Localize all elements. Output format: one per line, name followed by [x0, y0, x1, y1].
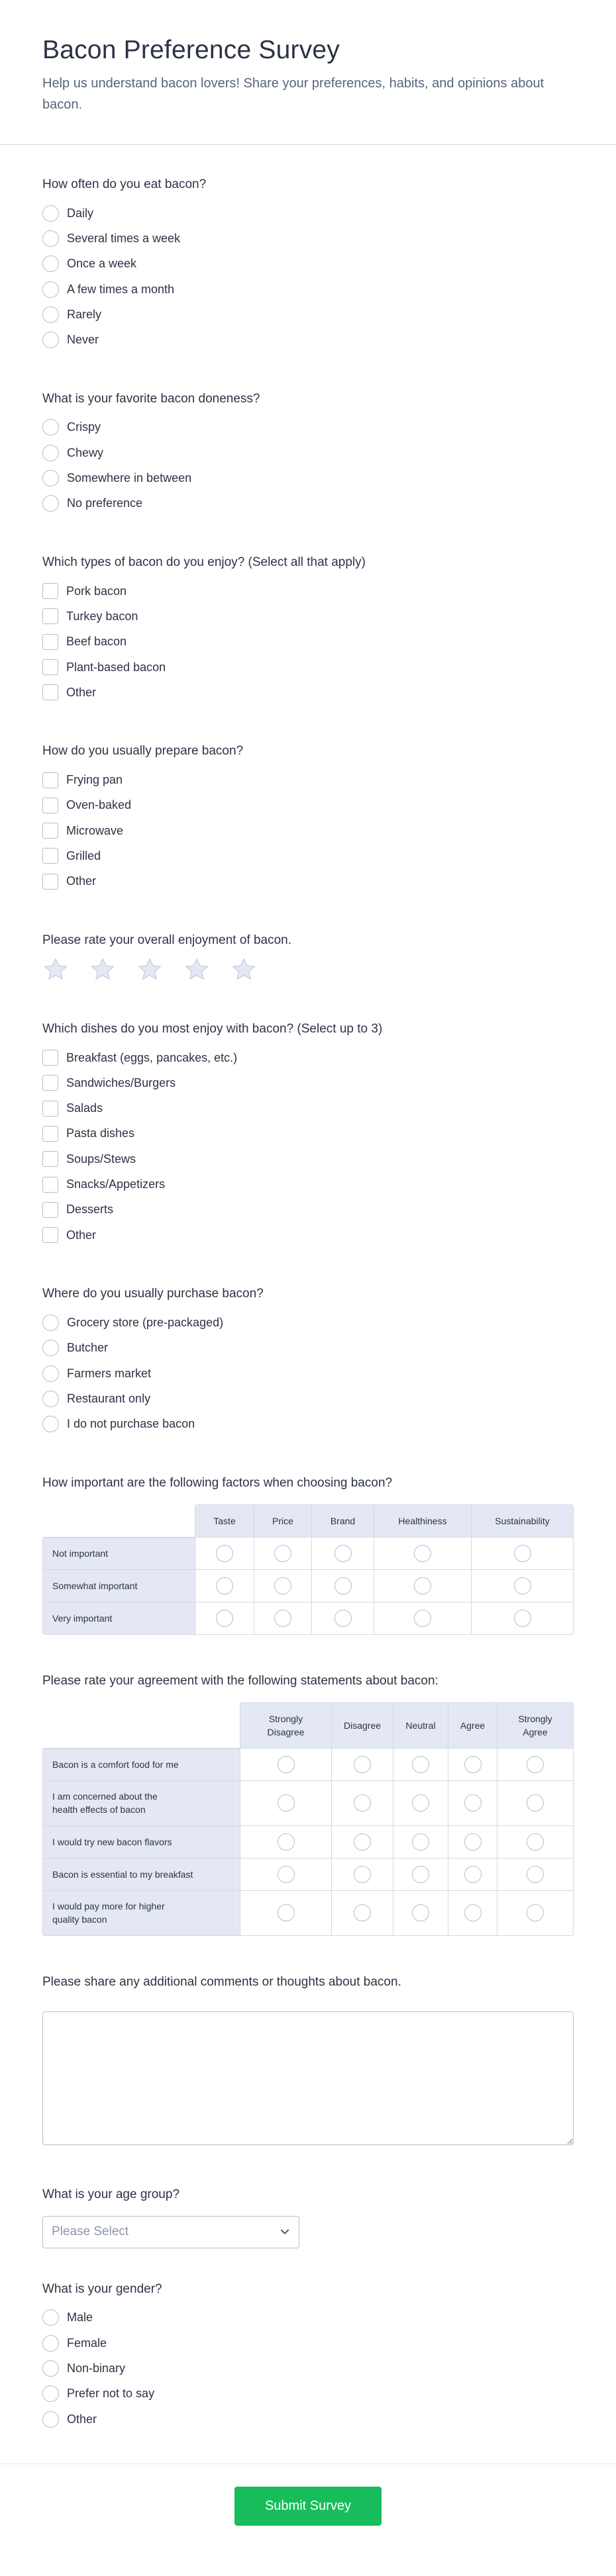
option-other[interactable] [42, 1222, 574, 1248]
matrix-corner [42, 1702, 240, 1749]
matrix-row [42, 1602, 574, 1635]
option-beef-bacon[interactable] [42, 629, 574, 655]
matrix-row [42, 1570, 574, 1602]
radio-button[interactable] [412, 1756, 429, 1773]
checkbox[interactable] [42, 583, 58, 599]
star-icon[interactable] [183, 956, 210, 983]
question-label: How do you usually prepare bacon? [42, 744, 244, 759]
option-label: No preference [67, 496, 143, 510]
option-label: Chewy [67, 445, 104, 459]
option-label: Once a week [67, 257, 137, 271]
option-male[interactable] [42, 2305, 574, 2330]
radio-button[interactable] [334, 1577, 352, 1594]
radio-button[interactable] [274, 1577, 291, 1594]
matrix-row [42, 1538, 574, 1570]
form-header [0, 0, 616, 145]
radio-button[interactable] [42, 332, 59, 348]
checkbox[interactable] [42, 1177, 58, 1193]
radio-button[interactable] [42, 470, 59, 486]
question-prepare [42, 743, 574, 894]
option-pork-bacon[interactable] [42, 578, 574, 604]
checkbox[interactable] [42, 659, 58, 675]
option-label: Beef bacon [66, 635, 127, 649]
agreement-matrix [42, 1702, 574, 1936]
option-snacks-appetizers[interactable] [42, 1172, 574, 1197]
checkbox[interactable] [42, 1126, 58, 1142]
question-label: How important are the following factors when choosing bacon? [42, 1475, 393, 1490]
radio-button[interactable] [278, 1833, 295, 1851]
option-label: Soups/Stews [66, 1152, 136, 1166]
radio-button[interactable] [42, 1365, 59, 1382]
column-header: Agree [448, 1702, 497, 1749]
radio-button[interactable] [354, 1794, 371, 1812]
question-types [42, 555, 574, 705]
option-turkey-bacon[interactable] [42, 604, 574, 629]
comments-textarea[interactable] [42, 2011, 574, 2145]
column-header: Price [254, 1504, 312, 1538]
option-label: Desserts [66, 1203, 114, 1217]
option-label: Grilled [66, 849, 101, 862]
radio-button[interactable] [42, 445, 59, 461]
checkbox[interactable] [42, 634, 58, 650]
option-plant-based-bacon[interactable] [42, 655, 574, 680]
option-once-a-week[interactable] [42, 252, 574, 277]
radio-button[interactable] [216, 1610, 233, 1627]
option-chewy[interactable] [42, 440, 574, 465]
option-soups-stews[interactable] [42, 1146, 574, 1172]
option-label: Plant-based bacon [66, 660, 166, 674]
option-label: Breakfast (eggs, pancakes, etc.) [66, 1050, 238, 1064]
question-doneness [42, 391, 574, 516]
matrix-row [42, 1891, 574, 1936]
checkbox[interactable] [42, 874, 58, 890]
matrix-row [42, 1749, 574, 1781]
option-label: Frying pan [66, 773, 123, 787]
option-few-times-a-month[interactable] [42, 277, 574, 302]
option-label: Grocery store (pre-packaged) [67, 1315, 224, 1329]
question-label: Where do you usually purchase bacon? [42, 1287, 264, 1301]
radio-button[interactable] [216, 1545, 233, 1562]
chevron-down-icon [280, 2229, 289, 2235]
option-breakfast[interactable] [42, 1045, 574, 1070]
radio-button[interactable] [42, 281, 59, 298]
option-other[interactable] [42, 680, 574, 705]
column-header: Strongly Agree [497, 1702, 574, 1749]
radio-button[interactable] [527, 1794, 544, 1812]
option-label: Sandwiches/Burgers [66, 1076, 176, 1089]
checkbox[interactable] [42, 798, 58, 813]
radio-button[interactable] [527, 1833, 544, 1851]
radio-button[interactable] [274, 1610, 291, 1627]
radio-button[interactable] [42, 2360, 59, 2377]
row-label: Not important [42, 1538, 195, 1570]
option-label: Female [67, 2336, 107, 2350]
radio-button[interactable] [274, 1545, 291, 1562]
radio-button[interactable] [42, 255, 59, 272]
option-prefer-not-to-say[interactable] [42, 2381, 574, 2407]
checkbox[interactable] [42, 848, 58, 864]
option-label: Oven-baked [66, 798, 132, 812]
radio-button[interactable] [514, 1577, 531, 1594]
radio-button[interactable] [334, 1545, 352, 1562]
radio-button[interactable] [414, 1577, 431, 1594]
checkbox[interactable] [42, 823, 58, 839]
option-restaurant-only[interactable] [42, 1386, 574, 1411]
radio-button[interactable] [412, 1794, 429, 1812]
question-purchase [42, 1286, 574, 1436]
radio-button[interactable] [412, 1833, 429, 1851]
column-header: Neutral [393, 1702, 448, 1749]
option-other[interactable] [42, 2407, 574, 2432]
question-dishes [42, 1021, 574, 1248]
page-title: Bacon Preference Survey [42, 36, 340, 64]
column-header: Strongly Disagree [240, 1702, 332, 1749]
radio-button[interactable] [42, 419, 59, 436]
question-label: Please share any additional comments or thoughts about bacon. [42, 1974, 401, 1989]
star-icon[interactable] [231, 956, 257, 983]
checkbox[interactable] [42, 1101, 58, 1117]
option-microwave[interactable] [42, 818, 574, 843]
option-label: Somewhere in between [67, 471, 192, 485]
radio-button[interactable] [464, 1904, 482, 1921]
question-gender [42, 2281, 574, 2432]
option-label: Non-binary [67, 2362, 126, 2375]
form-footer [0, 2463, 616, 2576]
option-daily[interactable] [42, 201, 574, 226]
star-icon[interactable] [89, 956, 116, 983]
radio-button[interactable] [464, 1866, 482, 1883]
question-label: What is your age group? [42, 2187, 180, 2201]
question-age [42, 2187, 574, 2248]
radio-button[interactable] [514, 1610, 531, 1627]
radio-button[interactable] [354, 1866, 371, 1883]
radio-button[interactable] [354, 1904, 371, 1921]
radio-button[interactable] [464, 1833, 482, 1851]
option-label: Pasta dishes [66, 1127, 135, 1140]
option-desserts[interactable] [42, 1197, 574, 1222]
option-label: Daily [67, 206, 94, 220]
option-label: Salads [66, 1101, 103, 1115]
option-never[interactable] [42, 327, 574, 352]
question-comments [42, 1974, 574, 2148]
option-label: Male [67, 2311, 93, 2324]
option-oven-baked[interactable] [42, 793, 574, 818]
option-rarely[interactable] [42, 302, 574, 327]
row-label: Bacon is a comfort food for me [42, 1749, 240, 1781]
option-farmers-market[interactable] [42, 1361, 574, 1386]
option-label: I do not purchase bacon [67, 1417, 195, 1431]
option-label: Farmers market [67, 1366, 152, 1380]
question-factors [42, 1475, 574, 1635]
radio-button[interactable] [42, 495, 59, 512]
column-header: Disagree [332, 1702, 393, 1749]
checkbox[interactable] [42, 772, 58, 788]
radio-button[interactable] [42, 2335, 59, 2352]
checkbox[interactable] [42, 1050, 58, 1066]
option-label: Turkey bacon [66, 609, 138, 623]
checkbox[interactable] [42, 1075, 58, 1091]
radio-button[interactable] [278, 1866, 295, 1883]
option-no-preference[interactable] [42, 491, 574, 516]
option-label: Other [66, 685, 97, 699]
radio-button[interactable] [464, 1756, 482, 1773]
option-label: Crispy [67, 420, 101, 434]
radio-button[interactable] [42, 1314, 59, 1331]
submit-survey-button[interactable]: Submit Survey [234, 2487, 382, 2526]
option-sandwiches-burgers[interactable] [42, 1070, 574, 1095]
option-label: Other [66, 1228, 97, 1242]
radio-button[interactable] [42, 2309, 59, 2326]
option-salads[interactable] [42, 1096, 574, 1121]
form-content [0, 145, 616, 2463]
radio-button[interactable] [354, 1833, 371, 1851]
row-label: Very important [42, 1602, 195, 1635]
row-label: Bacon is essential to my breakfast [42, 1859, 240, 1891]
option-crispy[interactable] [42, 415, 574, 440]
question-label: What is your favorite bacon doneness? [42, 391, 260, 406]
question-agreement [42, 1673, 574, 1936]
option-label: Pork bacon [66, 584, 127, 598]
option-label: Microwave [66, 823, 124, 837]
radio-button[interactable] [42, 2411, 59, 2428]
radio-button[interactable] [464, 1794, 482, 1812]
column-header: Taste [195, 1504, 254, 1538]
row-label: I would try new bacon flavors [42, 1826, 240, 1859]
checkbox[interactable] [42, 684, 58, 700]
radio-button[interactable] [42, 306, 59, 323]
row-label: I would pay more for higher quality bacon [42, 1891, 240, 1936]
question-label: What is your gender? [42, 2281, 162, 2296]
factors-matrix [42, 1504, 574, 1635]
dropdown-placeholder: Please Select [52, 2225, 129, 2239]
option-butcher[interactable] [42, 1336, 574, 1361]
radio-button[interactable] [42, 1391, 59, 1407]
option-label: Snacks/Appetizers [66, 1177, 166, 1191]
option-label: A few times a month [67, 282, 175, 296]
radio-button[interactable] [414, 1545, 431, 1562]
star-icon[interactable] [42, 956, 69, 983]
star-icon[interactable] [136, 956, 163, 983]
radio-button[interactable] [278, 1904, 295, 1921]
question-label: Please rate your agreement with the following statements about bacon: [42, 1673, 438, 1688]
question-label: Which dishes do you most enjoy with bacon? (Select up to 3) [42, 1021, 383, 1036]
radio-button[interactable] [527, 1904, 544, 1921]
option-label: Restaurant only [67, 1391, 151, 1405]
matrix-row [42, 1781, 574, 1826]
radio-button[interactable] [42, 230, 59, 247]
matrix-row [42, 1826, 574, 1859]
option-grocery-store[interactable] [42, 1310, 574, 1335]
page-subtitle: Help us understand bacon lovers! Share your preferences, habits, and opinions about bacon. [42, 76, 544, 112]
radio-button[interactable] [216, 1577, 233, 1594]
radio-button[interactable] [354, 1756, 371, 1773]
option-label: Rarely [67, 307, 102, 321]
option-label: Never [67, 333, 99, 347]
question-label: Please rate your overall enjoyment of bacon. [42, 933, 291, 947]
matrix-corner [42, 1504, 195, 1538]
radio-button[interactable] [42, 2385, 59, 2402]
age-group-dropdown[interactable] [42, 2216, 299, 2248]
radio-button[interactable] [527, 1756, 544, 1773]
option-somewhere-in-between[interactable] [42, 465, 574, 490]
question-label: Which types of bacon do you enjoy? (Select all that apply) [42, 555, 366, 569]
question-frequency [42, 177, 574, 353]
checkbox[interactable] [42, 1202, 58, 1218]
option-do-not-purchase[interactable] [42, 1412, 574, 1437]
radio-button[interactable] [278, 1756, 295, 1773]
column-header: Sustainability [472, 1504, 574, 1538]
row-label: I am concerned about the health effects of bacon [42, 1781, 240, 1826]
radio-button[interactable] [278, 1794, 295, 1812]
radio-button[interactable] [514, 1545, 531, 1562]
option-label: Butcher [67, 1341, 109, 1355]
option-other[interactable] [42, 869, 574, 894]
radio-button[interactable] [334, 1610, 352, 1627]
option-label: Other [67, 2412, 97, 2426]
option-grilled[interactable] [42, 843, 574, 868]
option-several-times-a-week[interactable] [42, 226, 574, 251]
column-header: Healthiness [374, 1504, 472, 1538]
checkbox[interactable] [42, 1151, 58, 1167]
column-header: Brand [312, 1504, 374, 1538]
radio-button[interactable] [412, 1866, 429, 1883]
radio-button[interactable] [42, 1416, 59, 1432]
question-rating [42, 933, 574, 983]
option-pasta-dishes[interactable] [42, 1121, 574, 1146]
option-label: Prefer not to say [67, 2387, 155, 2401]
question-label: How often do you eat bacon? [42, 177, 207, 191]
checkbox[interactable] [42, 608, 58, 624]
row-label: Somewhat important [42, 1570, 195, 1602]
radio-button[interactable] [414, 1610, 431, 1627]
radio-button[interactable] [527, 1866, 544, 1883]
checkbox[interactable] [42, 1227, 58, 1243]
matrix-row [42, 1859, 574, 1891]
radio-button[interactable] [412, 1904, 429, 1921]
radio-button[interactable] [42, 205, 59, 222]
option-non-binary[interactable] [42, 2356, 574, 2381]
option-frying-pan[interactable] [42, 767, 574, 792]
radio-button[interactable] [42, 1340, 59, 1356]
option-label: Several times a week [67, 231, 181, 245]
option-label: Other [66, 874, 97, 888]
option-female[interactable] [42, 2330, 574, 2356]
star-rating [42, 956, 574, 983]
